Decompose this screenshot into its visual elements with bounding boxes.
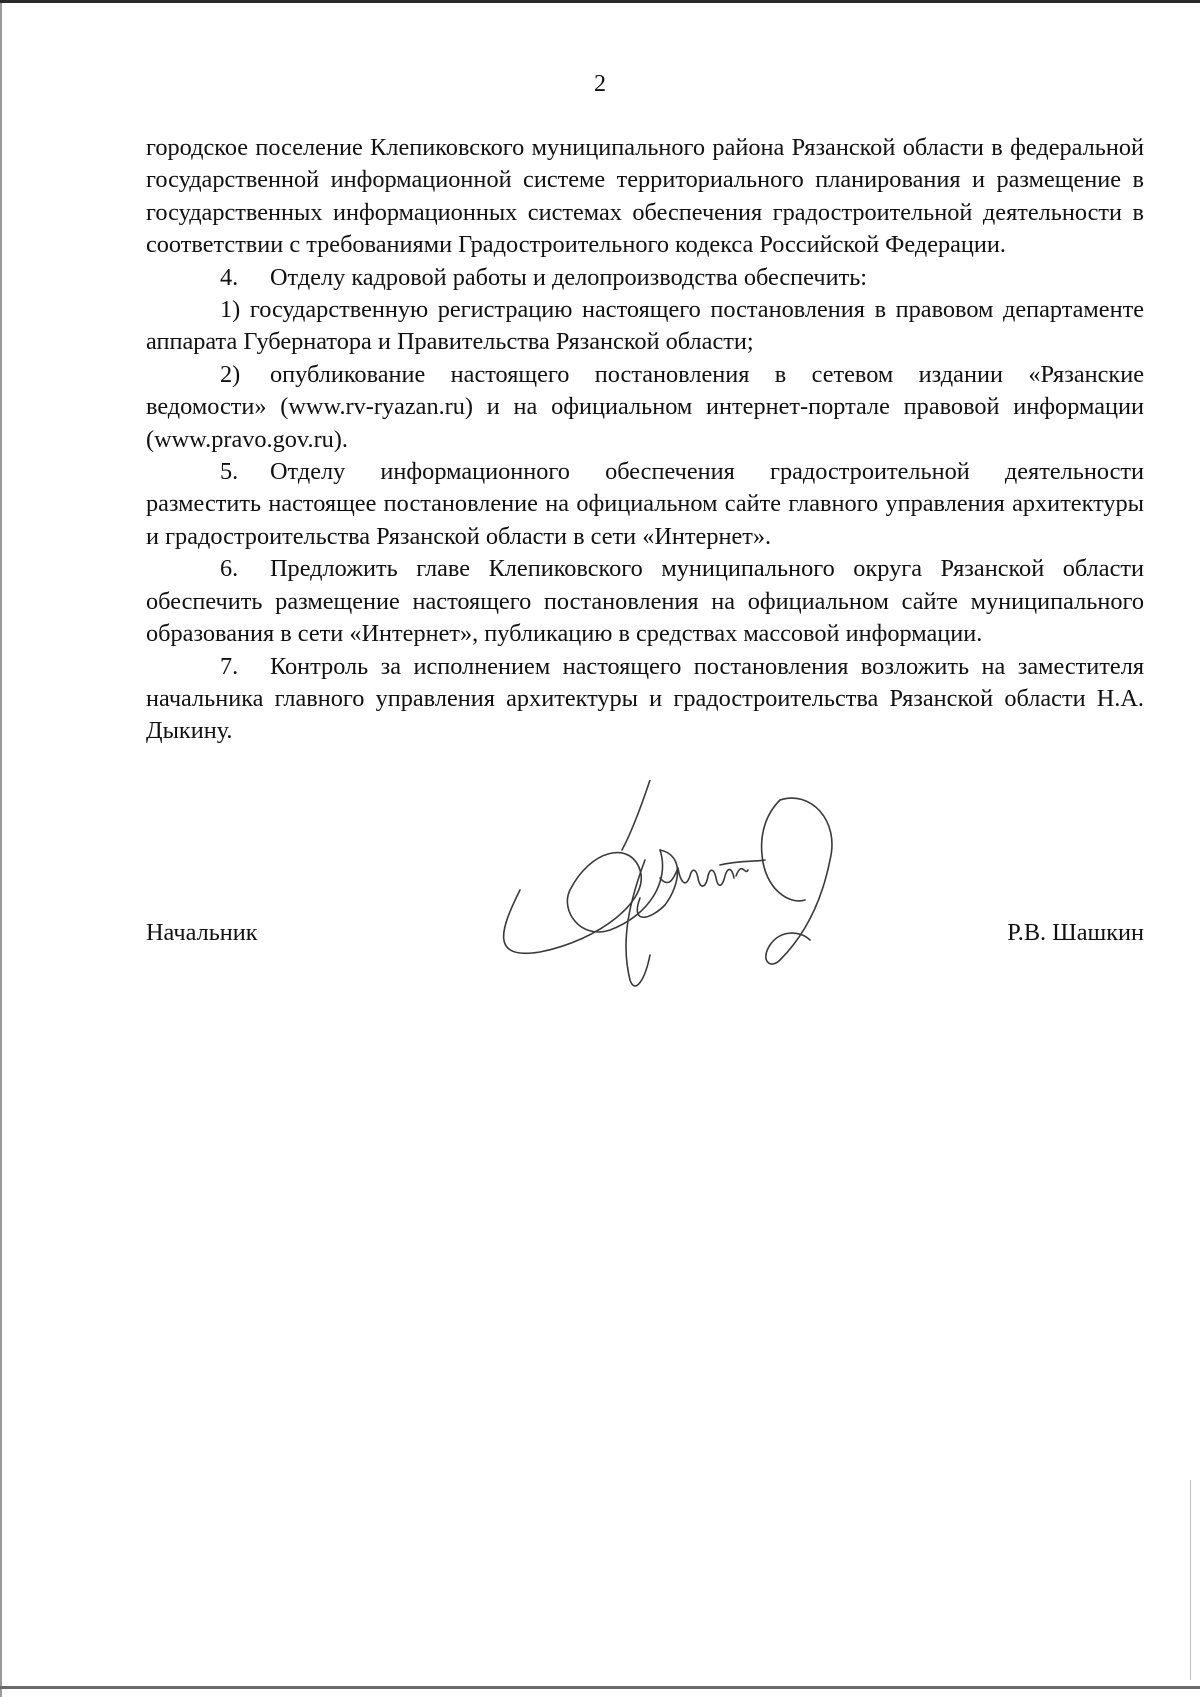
paragraph-number: 1) — [220, 296, 241, 324]
paragraph-item-7 — [146, 651, 1144, 748]
handwritten-signature-icon — [480, 780, 910, 1020]
paragraph-text: Отделу кадровой работы и делопроизводства обеспечить: — [270, 263, 868, 291]
signatory-name: Р.В. Шашкин — [1007, 919, 1144, 946]
scan-bottom-edge — [0, 1686, 1200, 1689]
paragraph-text: Отделу информационного обеспечения градостроительной деятельности разместить настоящее постановление на официальном сайте главного управления архитектуры и градостроительства Рязанской области в сети «Интернет». — [146, 458, 1144, 550]
document-body — [146, 132, 1144, 748]
paragraph-item-5 — [146, 456, 1144, 553]
paragraph-text: опубликование настоящего постановления в сетевом издании «Рязанские ведомости» (www.rv-ryazan.ru) и на официальном интернет-портале правовой информации (www.pravo.gov.ru). — [146, 360, 1144, 453]
paragraph-text: государственную регистрацию настоящего постановления в правовом департаменте аппарата Губернатора и Правительства Рязанской области; — [146, 296, 1144, 356]
paragraph-number: 6. — [220, 555, 239, 583]
paragraph-number: 5. — [220, 458, 239, 486]
signatory-position: Начальник — [146, 919, 258, 946]
paragraph-item-6 — [146, 553, 1144, 650]
paragraph-continuation — [146, 132, 1144, 262]
page-number: 2 — [594, 71, 606, 97]
scan-top-edge — [0, 0, 1200, 3]
paragraph-item-4 — [146, 262, 1144, 294]
scan-left-edge — [0, 0, 2, 1697]
paragraph-text: городское поселение Клепиковского муниципального района Рязанской области в федеральной государственной информационной системе территориального планирования и размещение в государственных информационных системах обеспечения градостроительной деятельности в соответствии с требованиями Градостроительного кодекса Российской Федерации. — [146, 134, 1144, 259]
paragraph-number: 4. — [220, 263, 239, 291]
paragraph-subitem-2 — [146, 359, 1144, 456]
paragraph-subitem-1 — [146, 294, 1144, 359]
paragraph-text: Предложить главе Клепиковского муниципального округа Рязанской области обеспечить размещение настоящего постановления на официальном сайте муниципального образования в сети «Интернет», публикацию в средствах массовой информации. — [146, 555, 1144, 648]
paragraph-number: 7. — [220, 652, 239, 680]
paragraph-text: Контроль за исполнением настоящего постановления возложить на заместителя начальника главного управления архитектуры и градостроительства Рязанской области Н.А. Дыкину. — [146, 652, 1144, 745]
paragraph-number: 2) — [220, 360, 241, 388]
scan-right-mark — [1190, 1480, 1191, 1680]
